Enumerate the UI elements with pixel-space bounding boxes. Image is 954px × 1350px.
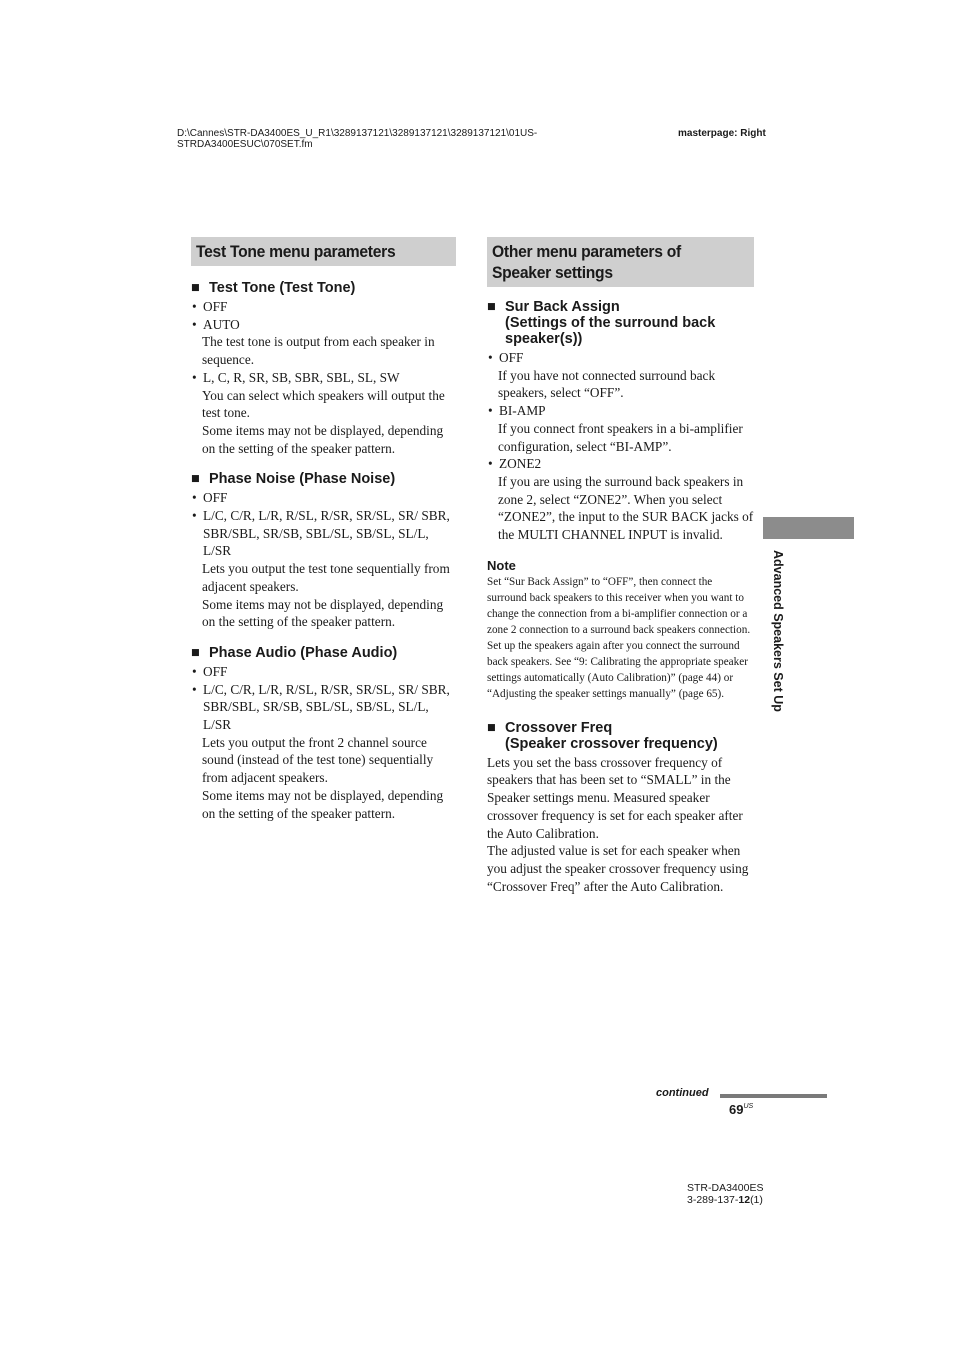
file-path-header: [177, 128, 537, 150]
page-number: $69^{US}$: [729, 1102, 754, 1117]
paragraph: Lets you set the bass crossover frequency of speakers that has been set to “SMALL” in the Speaker settings menu. Measured speaker crossover frequency is set for each speaker after the Auto Calibration.: [487, 754, 743, 841]
list-item: • ZONE2: [488, 456, 542, 472]
file-path-line-2: STRDA3400ESUC\070SET.fm: [177, 139, 313, 150]
subheading-crossover-freq: ■ Crossover Freq (Speaker crossover frequency): [487, 719, 718, 752]
right-column: [487, 237, 754, 895]
square-bullet-icon: ■: [487, 719, 496, 736]
model-footer: [687, 1182, 763, 1206]
model-code: 3-289-137-12(1): [687, 1194, 763, 1206]
list-item: • OFF: [488, 350, 524, 365]
square-bullet-icon: ■: [191, 471, 200, 488]
list-item: • L/C, C/R, L/R, R/SL, R/SR, SR/SL, SR/ SBR, SBR/SBL, SR/SB, SBL/SL, SB/SL, SL/L, L/SR: [192, 681, 450, 733]
note-body: Set “Sur Back Assign” to “OFF”, then connect the surround back speakers to this receiver when you want to change the connection from a bi-amplifier connection or a zone 2 connection to a surround back speakers connection. Set up the speakers again after you connect the surround back speakers. See “9: Calibrating the appropriate speaker settings automatically (Auto Calibration)” (page 44) or “Adjusting the speaker settings manually” (page 65).: [487, 575, 751, 700]
list-item: • OFF: [192, 490, 228, 506]
paragraph: The adjusted value is set for each speaker when you adjust the speaker crossover frequency using “Crossover Freq” after the Auto Calibration.: [487, 843, 749, 894]
chapter-tab-marker: [763, 517, 854, 539]
subheading-phase-noise: ■ Phase Noise (Phase Noise): [191, 471, 396, 488]
continued-rule: [720, 1094, 827, 1098]
square-bullet-icon: ■: [191, 644, 200, 661]
list-item: • AUTO: [192, 316, 240, 332]
list-item: • L, C, R, SR, SB, SBR, SBL, SL, SW: [192, 369, 400, 385]
item-description: Lets you output the front 2 channel source sound (instead of the test tone) sequentially from adjacent speakers.: [202, 734, 434, 786]
item-description: Lets you output the test tone sequentially from adjacent speakers.: [202, 561, 450, 594]
model-name: STR-DA3400ES: [687, 1182, 764, 1194]
section-heading-test-tone: Test Tone menu parameters: [191, 237, 456, 266]
item-description: The test tone is output from each speaker in sequence.: [202, 334, 435, 368]
list-item: • BI-AMP: [488, 403, 546, 419]
list-item: • L/C, C/R, L/R, R/SL, R/SR, SR/SL, SR/ SBR, SBR/SBL, SR/SB, SBL/SL, SB/SL, SL/L, L/SR: [192, 508, 450, 559]
item-description: If you connect front speakers in a bi-amplifier configuration, select “BI-AMP”.: [498, 420, 743, 454]
item-description: Some items may not be displayed, depending on the setting of the speaker pattern.: [202, 596, 444, 630]
square-bullet-icon: ■: [487, 299, 496, 315]
file-path-line-1: D:\Cannes\STR-DA3400ES_U_R1\3289137121\3289137121\3289137121\01US-: [177, 128, 538, 139]
masterpage-label: masterpage: Right: [678, 128, 766, 139]
subheading-phase-audio: ■ Phase Audio (Phase Audio): [191, 644, 398, 661]
left-column: [191, 237, 456, 822]
item-description: Some items may not be displayed, depending on the setting of the speaker pattern.: [202, 422, 444, 456]
list-item: • OFF: [192, 663, 228, 679]
note-heading: Note: [487, 557, 516, 573]
item-description: You can select which speakers will output the test tone.: [202, 387, 445, 421]
square-bullet-icon: ■: [191, 280, 200, 296]
list-item: • OFF: [192, 299, 228, 314]
subheading-sur-back-assign: ■ Sur Back Assign (Settings of the surround back speaker(s)): [487, 299, 716, 347]
subheading-test-tone: ■ Test Tone (Test Tone): [191, 280, 356, 296]
item-description: If you have not connected surround back speakers, select “OFF”.: [498, 367, 716, 401]
chapter-side-label: Advanced Speakers Set Up: [771, 550, 785, 712]
item-description: Some items may not be displayed, depending on the setting of the speaker pattern.: [202, 787, 444, 821]
section-heading-other-menu: Other menu parameters of Speaker settings: [487, 237, 754, 287]
continued-label: continued: [656, 1087, 709, 1099]
item-description: If you are using the surround back speakers in zone 2, select “ZONE2”. When you select “ZONE2”, the input to the SUR BACK jacks of the MULTI CHANNEL INPUT is invalid.: [498, 473, 754, 543]
